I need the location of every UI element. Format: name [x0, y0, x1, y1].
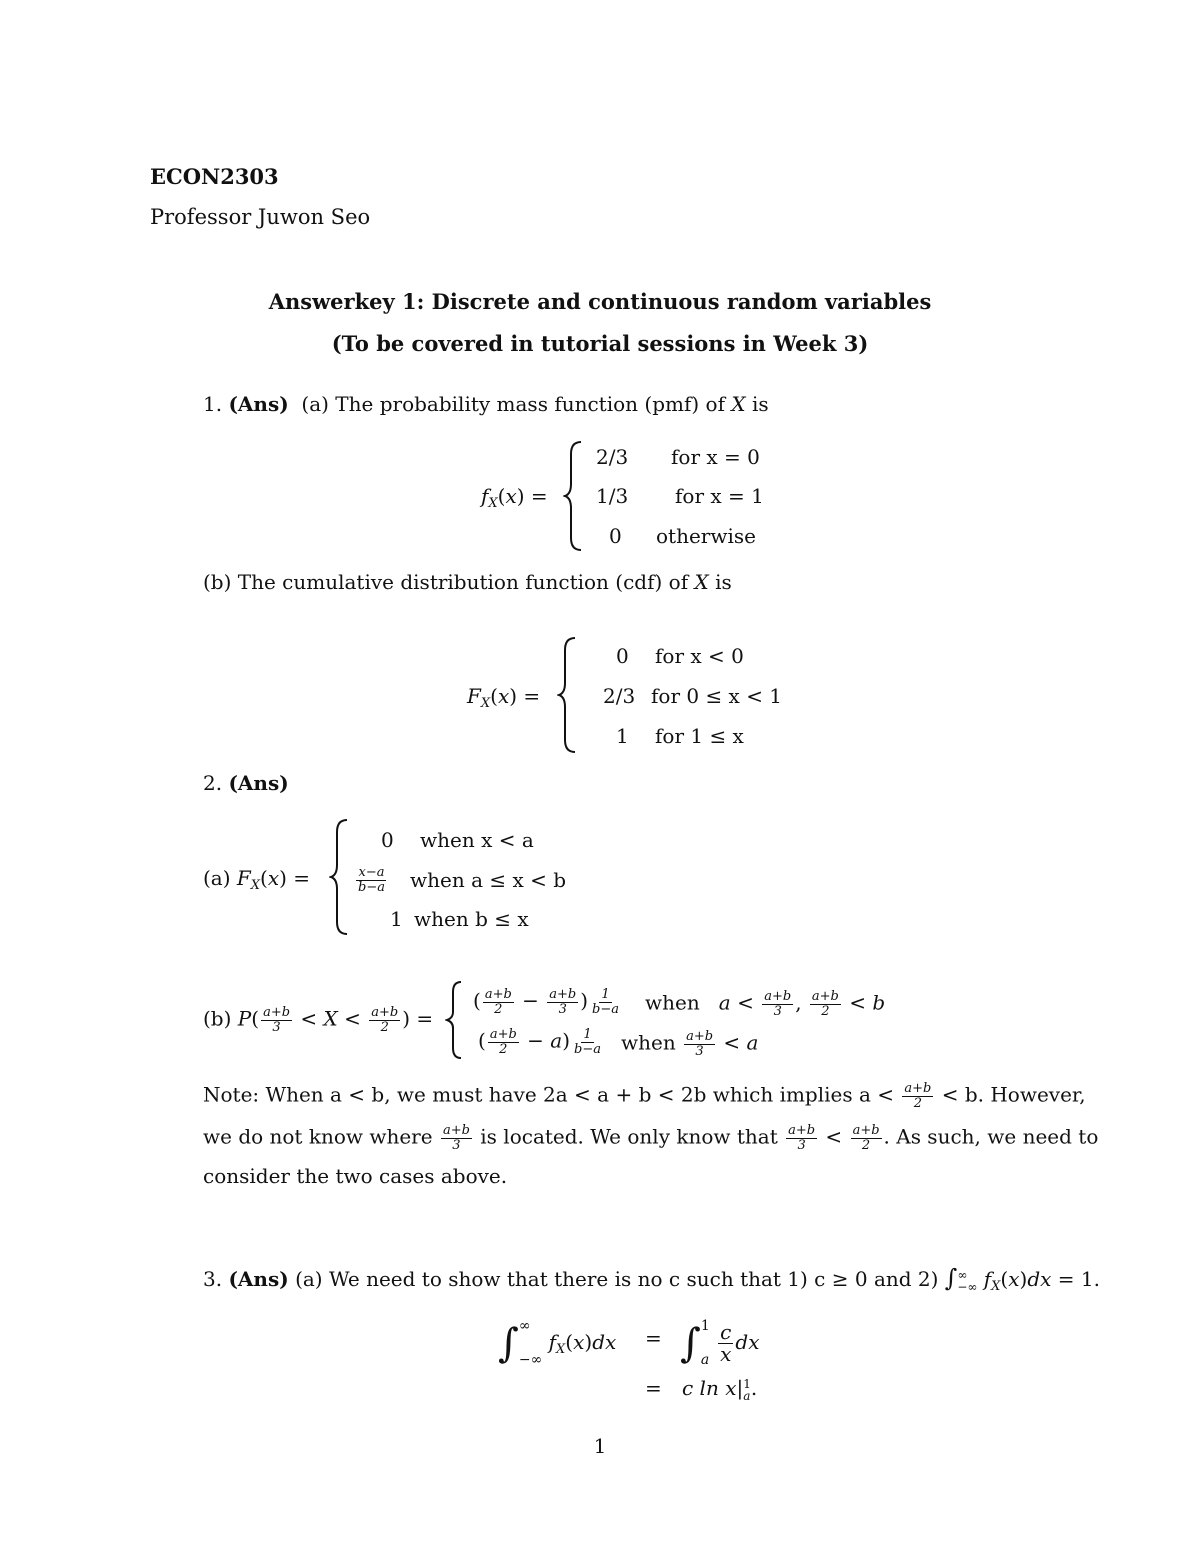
note-line-2: we do not know where $\frac{a+b}{3}$ is located. We only know that $\frac{a+b}{3}$ < $\frac{a+b}{2}$ . As such, we need to [203, 1123, 1099, 1153]
q2-b-when-1: when a < $\frac{a+b}{3}$ , $\frac{a+b}{2}$ < b [645, 989, 886, 1019]
q2-a-value-3: 1 [390, 907, 403, 931]
pmf-cond-2: for x = 1 [675, 484, 764, 508]
q3-eq-rhs-2-text: c ln x| [682, 1376, 744, 1400]
cdf-lhs: $F_X(x)$ = [467, 684, 541, 711]
q2-a-cond-1: when x < a [420, 828, 534, 852]
cdf-cond-2: for 0 ≤ x < 1 [651, 684, 783, 708]
q2-b-case-2: ( $\frac{a+b}{2}$ − a) $\frac{1}{b-a}$ [478, 1027, 601, 1057]
q2-b-when-1-word: when [645, 990, 700, 1015]
q3-ans: (Ans) [228, 1267, 289, 1291]
q2-a-brace [329, 818, 351, 936]
q2-b-when-2: when $\frac{a+b}{3}$ < a [621, 1029, 759, 1059]
q2-a-value-2: $\frac{x-a}{b-a}$ [358, 865, 385, 895]
q2-number: 2. [203, 771, 223, 795]
q2-b-label: (b) [203, 1006, 232, 1031]
q2-line [203, 771, 289, 795]
q1-a-var: X [731, 392, 746, 416]
q2-b-brace [445, 980, 465, 1060]
q2-b-case-1: ( $\frac{a+b}{2}$ − $\frac{a+b}{3}$ ) $\frac{1}{b-a}$ [473, 987, 620, 1017]
pmf-cond-3: otherwise [656, 524, 756, 548]
note-line-3: consider the two cases above. [203, 1164, 508, 1188]
cdf-value-1: 0 [616, 644, 629, 668]
cdf-cond-1: for x < 0 [655, 644, 744, 668]
q2-b-lhs: (b) P( $\frac{a+b}{3}$ < X < $\frac{a+b}{2}$ ) = [203, 1005, 434, 1035]
q3-eq-sign-2: = [645, 1376, 662, 1400]
q1-number: 1. [203, 392, 223, 416]
note-text-2-mid: is located. We only know that [480, 1124, 778, 1149]
q2-a-value-1: 0 [381, 828, 394, 852]
note-text-1-end: < b. However, [941, 1082, 1086, 1107]
document-title: Answerkey 1: Discrete and continuous random variables [268, 289, 932, 314]
pmf-lhs: $f_X(x)$ = [481, 484, 548, 511]
q2-b-when-2-word: when [621, 1030, 676, 1055]
note-text-1: Note: When a < b, we must have 2a < a + b < 2b which implies a < [203, 1082, 895, 1107]
cdf-cond-3: for 1 ≤ x [655, 724, 744, 748]
q3-number: 3. [203, 1267, 223, 1291]
document-subtitle: (To be covered in tutorial sessions in Week 3) [331, 331, 869, 356]
q2-a-label: (a) [203, 866, 231, 890]
q1-ans: (Ans) [228, 392, 289, 416]
q3-eq-sign-1: = [645, 1326, 662, 1350]
cdf-value-2: 2/3 [603, 684, 636, 708]
q1-a-text: (a) The probability mass function (pmf) of [301, 392, 725, 416]
q3-eq-lhs: ∫ ∞ −∞ $f_X(x)dx$ [498, 1318, 617, 1368]
cdf-brace [557, 636, 579, 754]
q3-eq-rhs-2: c ln x| 1 a . [682, 1376, 758, 1403]
q1-b-var: X [694, 570, 709, 594]
pmf-value-3: 0 [609, 524, 622, 548]
note-text-2-end: . As such, we need to [883, 1124, 1099, 1149]
q1-b-line [203, 570, 732, 594]
q3-line: 3. (Ans) (a) We need to show that there is no c such that 1) c ≥ 0 and 2) ∫ ∞ −∞ $f_X(x)dx = 1$. [203, 1264, 1100, 1294]
course-code: ECON2303 [150, 164, 279, 189]
q3-eq-rhs-1: ∫ 1 a $\frac{c}{x}$ dx [680, 1318, 760, 1368]
q1-b-text: (b) The cumulative distribution function (cdf) of [203, 570, 689, 594]
professor-name: Professor Juwon Seo [150, 205, 371, 229]
q1-a-is: is [751, 392, 769, 416]
pmf-value-2: 1/3 [596, 484, 629, 508]
q2-a-lhs: (a) $F_X(x)$ = [203, 866, 311, 893]
q1-b-is: is [715, 570, 732, 594]
cdf-value-3: 1 [616, 724, 629, 748]
pmf-cond-1: for x = 0 [671, 445, 760, 469]
pmf-brace [563, 440, 585, 552]
q2-a-cond-2: when a ≤ x < b [410, 868, 567, 892]
q2-a-cond-3: when b ≤ x [414, 907, 529, 931]
page-number: 1 [593, 1434, 607, 1458]
note-text-2: we do not know where [203, 1124, 433, 1149]
q2-ans: (Ans) [228, 771, 289, 795]
pmf-value-1: 2/3 [596, 445, 629, 469]
q3-a-text: (a) We need to show that there is no c such that 1) c ≥ 0 and 2) [295, 1267, 939, 1291]
note-line-1: Note: When a < b, we must have 2a < a + b < 2b which implies a < $\frac{a+b}{2}$ < b. However, [203, 1081, 1086, 1111]
q1-line [203, 392, 769, 416]
